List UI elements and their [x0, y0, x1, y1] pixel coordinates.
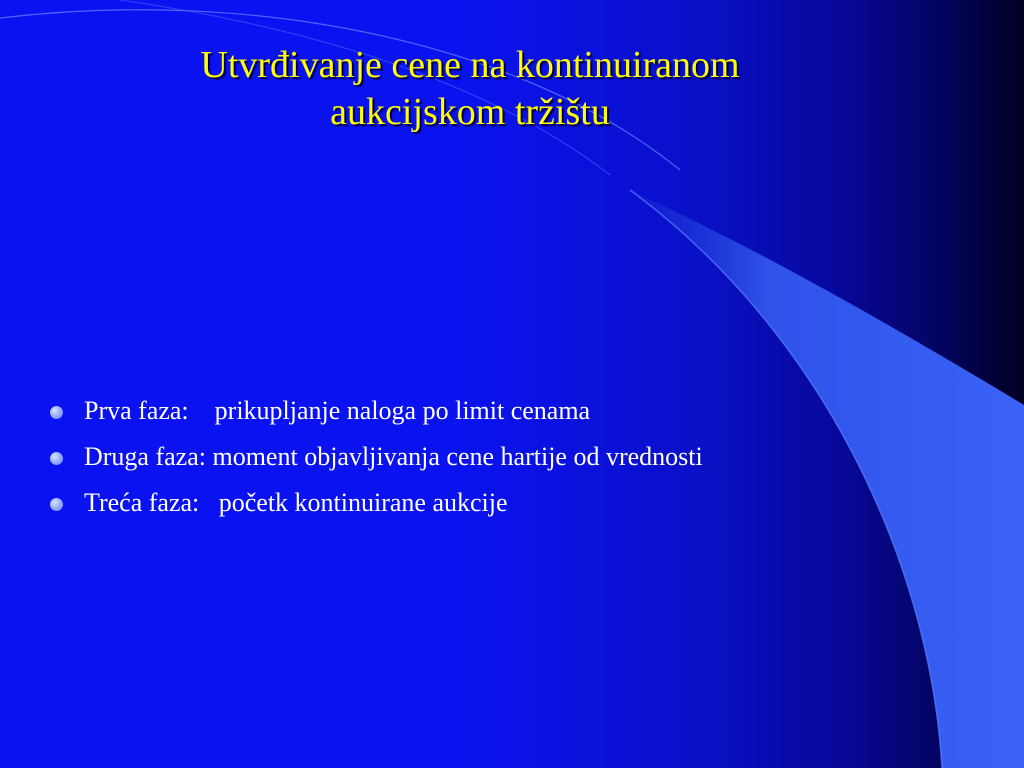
slide-title-line-2: aukcijskom tržištu [330, 91, 610, 133]
bullet-item [48, 441, 808, 473]
bullet-list [48, 395, 808, 533]
bullet-item [48, 487, 808, 519]
bullet-dot-icon [50, 406, 63, 419]
bullet-dot-icon [50, 452, 63, 465]
bullet-text: Druga faza: moment objavljivanja cene hartije od vrednosti [84, 442, 703, 471]
bullet-text: Prva faza: prikupljanje naloga po limit cenama [84, 396, 591, 425]
slide-title-line-1: Utvrđivanje cene na kontinuiranom [200, 44, 740, 86]
slide-title [60, 42, 880, 136]
bullet-item [48, 395, 808, 427]
bullet-dot-icon [50, 498, 63, 511]
bullet-text: Treća faza: početk kontinuirane aukcije [84, 488, 508, 517]
